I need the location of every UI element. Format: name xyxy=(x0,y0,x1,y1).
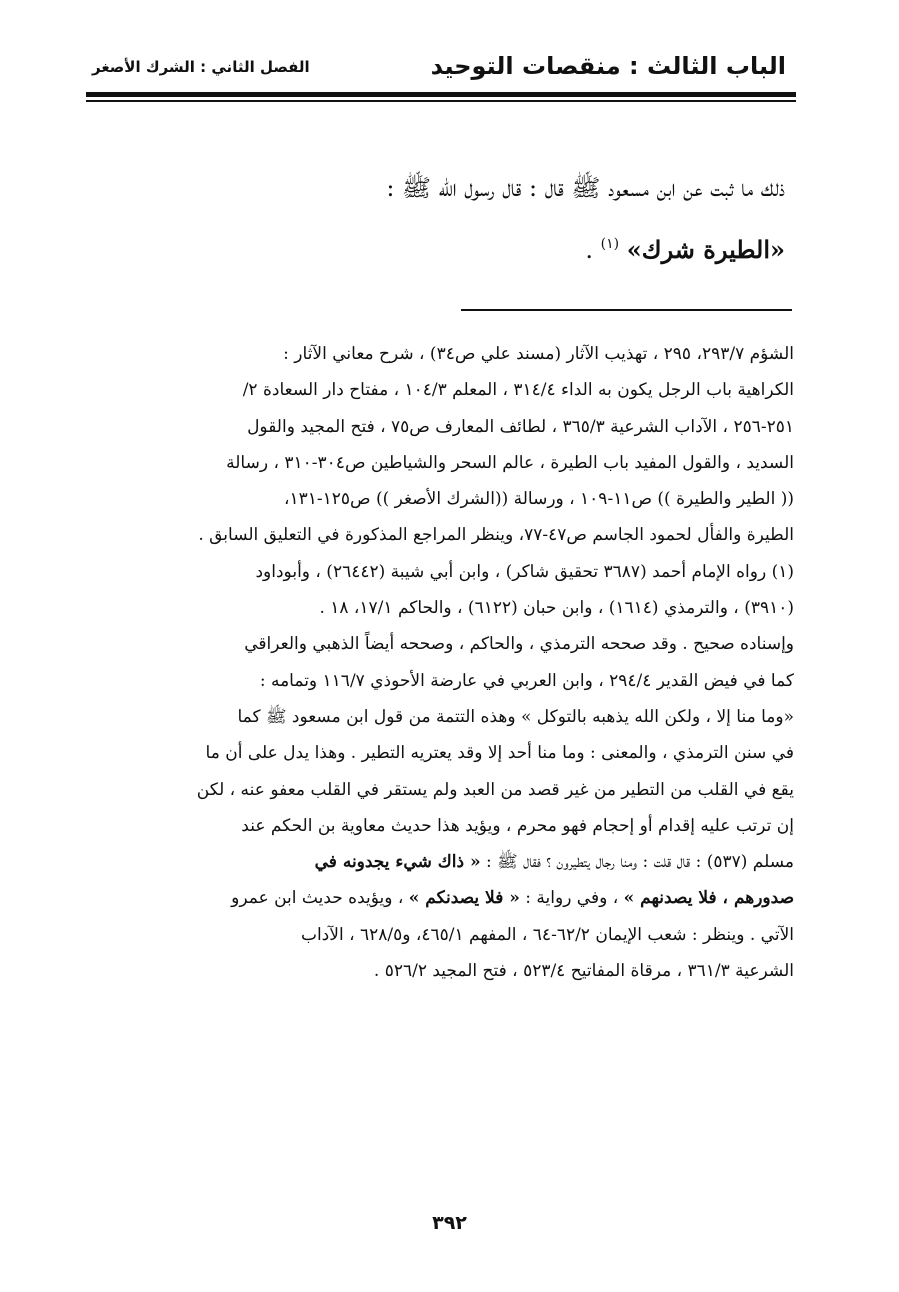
header-rule-thick xyxy=(86,92,796,97)
footnote-line: السديد ، والقول المفيد باب الطيرة ، عالم السحر والشياطين ص٣٠٤-٣١٠ ، رسالة xyxy=(226,452,794,473)
footnote-text: مسلم (٥٣٧) : قال قلت : ومنا رجال يتطيرون ؟ فقال ﷺ : xyxy=(480,852,794,873)
header-rule-thin xyxy=(86,100,796,102)
footnote-line: الشؤم ٢٩٣/٧، ٢٩٥ ، تهذيب الآثار (مسند علي ص٣٤) ، شرح معاني الآثار : xyxy=(283,344,794,364)
page-number: ٣٩٢ xyxy=(432,1212,467,1234)
footnote-line: الكراهية باب الرجل يكون به الداء ٣١٤/٤ ، المعلم ١٠٤/٣ ، مفتاح دار السعادة ٢/ xyxy=(242,380,794,401)
sentence-end: . xyxy=(585,236,601,264)
footnote-line: في سنن الترمذي ، والمعنى : وما منا أحد إلا وقد يعتريه التطير . وهذا يدل على أن ما xyxy=(205,743,794,764)
footnote-line: وإسناده صحيح . وقد صححه الترمذي ، والحاكم ، وصححه أيضاً الذهبي والعراقي xyxy=(244,634,794,655)
hadith-quote: «الطيرة شرك» xyxy=(626,235,785,264)
running-header xyxy=(88,52,794,86)
footnote-text: ، وفي رواية : xyxy=(519,888,624,909)
footnote-line: كما في فيض القدير ٢٩٤/٤ ، وابن العربي في عارضة الأحوذي ١١٦/٧ وتمامه : xyxy=(259,670,794,691)
footnote-line xyxy=(82,844,794,880)
footnote-line: الشرعية ٣٦١/٣ ، مرقاة المفاتيح ٥٢٣/٤ ، فتح المجيد ٥٢٦/٢ . xyxy=(373,961,794,982)
main-text xyxy=(100,160,785,278)
chapter-title: الباب الثالث : منقصات التوحيد xyxy=(430,52,786,80)
section-title: الفصل الثاني : الشرك الأصغر xyxy=(92,58,310,76)
footnote-line: (١) رواه الإمام أحمد (٣٦٨٧ تحقيق شاكر) ، وابن أبي شيبة (٢٦٤٤٢) ، وأبوداود xyxy=(255,561,794,582)
footnote-line: (٣٩١٠) ، والترمذي (١٦١٤) ، وابن حبان (٦١٢٢) ، والحاكم ١٧/١، ١٨ . xyxy=(319,598,794,619)
footnote-line: (( الطير والطيرة )) ص١١-١٠٩ ، ورسالة ((الشرك الأصغر )) ص١٢٥-١٣١، xyxy=(283,489,794,510)
footnote-line: «وما منا إلا ، ولكن الله يذهبه بالتوكل » وهذه التتمة من قول ابن مسعود ﷺ كما xyxy=(237,706,794,727)
footnote-line: الطيرة والفأل لحمود الجاسم ص٤٧-٧٧، وينظر المراجع المذكورة في التعليق السابق . xyxy=(198,525,794,546)
footnotes xyxy=(82,336,794,989)
main-line xyxy=(100,216,785,278)
footnote-line: ٢٥١-٢٥٦ ، الآداب الشرعية ٣٦٥/٣ ، لطائف المعارف ص٧٥ ، فتح المجيد والقول xyxy=(247,416,794,437)
footnote-line xyxy=(82,880,794,916)
hadith-quote: صدورهم ، فلا يصدنهم » xyxy=(623,888,794,909)
footnote-line: يقع في القلب من التطير من غير قصد من العبد ولم يستقر في القلب معفو عنه ، لكن xyxy=(196,779,794,800)
footnote-ref: (١) xyxy=(600,236,620,252)
main-line: ذلك ما ثبت عن ابن مسعود ﷺ قال : قال رسول الله ﷺ : xyxy=(386,174,785,202)
footnote-text: ، ويؤيده حديث ابن عمرو xyxy=(231,888,409,909)
hadith-quote: « فلا يصدنكم » xyxy=(408,888,520,909)
hadith-quote: « ذاك شيء يجدونه في xyxy=(314,852,481,873)
footnote-separator xyxy=(461,309,792,311)
footnote-line: الآتي . وينظر : شعب الإيمان ٦٢/٢-٦٤ ، المفهم ٤٦٥/١، و٦٢٨/٥ ، الآداب xyxy=(300,924,794,945)
footnote-line: إن ترتب عليه إقدام أو إحجام فهو محرم ، ويؤيد هذا حديث معاوية بن الحكم عند xyxy=(241,815,794,836)
